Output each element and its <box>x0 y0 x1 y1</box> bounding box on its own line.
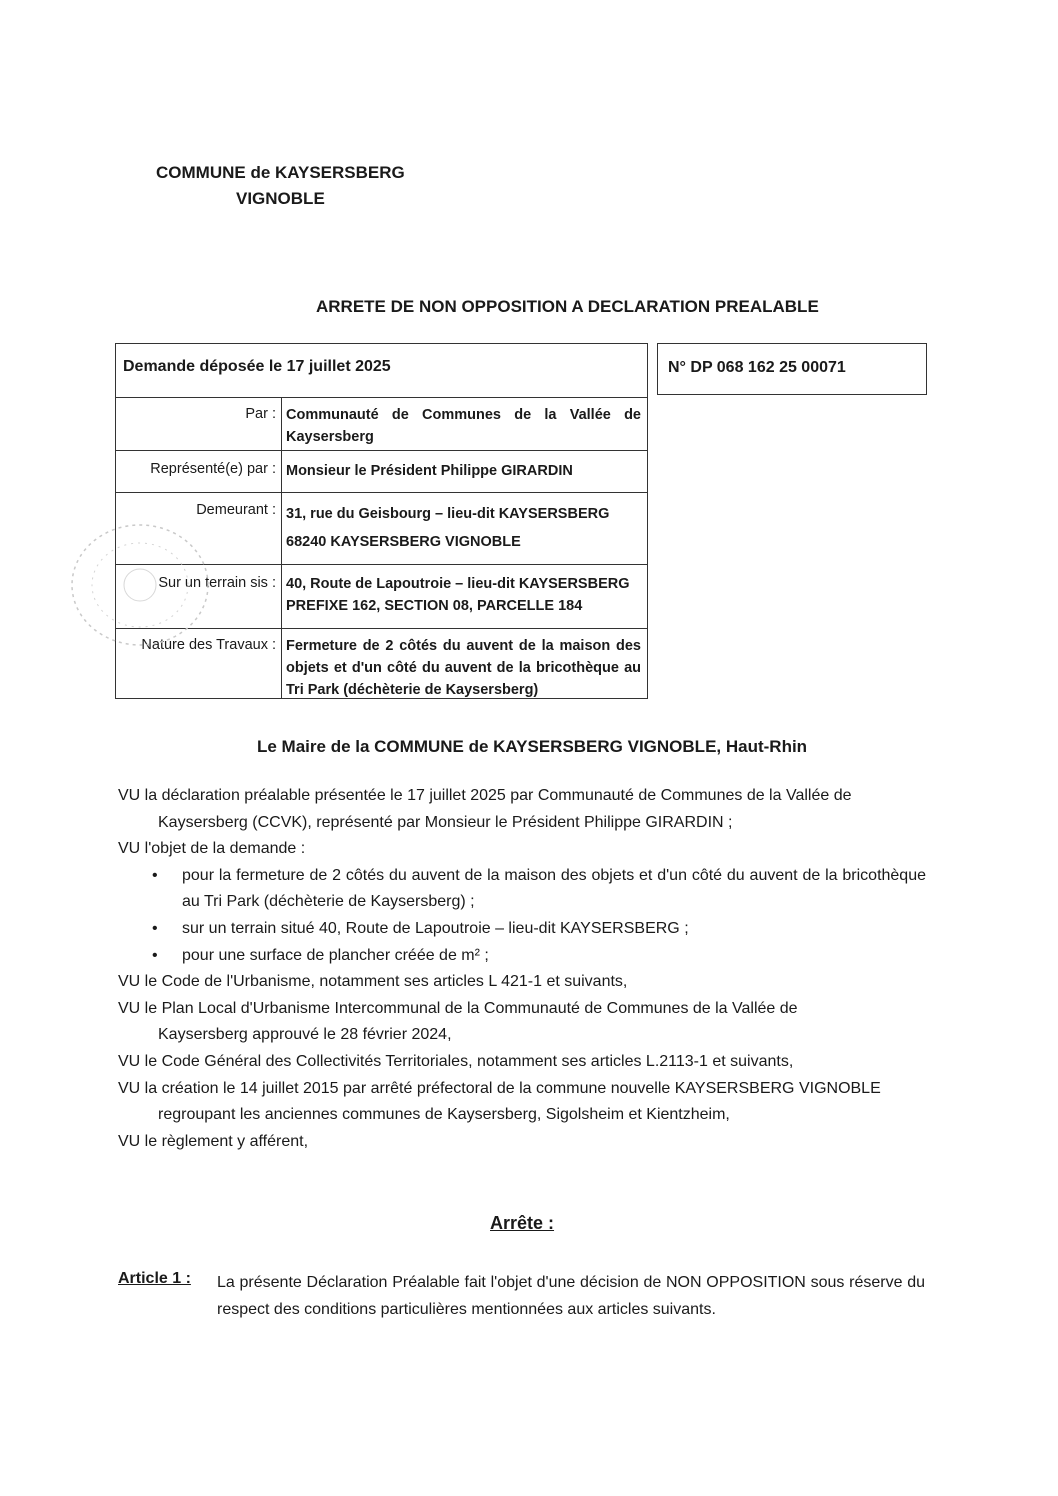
vu-plu-cont: Kaysersberg approuvé le 28 février 2024, <box>158 1026 452 1044</box>
article-1-label: Article 1 : <box>118 1270 191 1287</box>
row-value: Communauté de Communes de la Vallée de Kaysersberg <box>286 407 641 445</box>
row-label: Par : <box>245 406 276 422</box>
row-label: Sur un terrain sis : <box>158 575 276 591</box>
row-label: Représenté(e) par : <box>150 461 276 477</box>
row-value: Fermeture de 2 côtés du auvent de la maison des objets et d'un côté du auvent de la bricothèque au Tri Park (déchèterie de Kaysersberg) <box>286 638 641 698</box>
terrain-line-1: 40, Route de Lapoutroie – lieu-dit KAYSERSBERG <box>286 576 630 592</box>
mayor-heading: Le Maire de la COMMUNE de KAYSERSBERG VIGNOBLE, Haut-Rhin <box>257 737 808 756</box>
dp-number-box <box>657 343 927 395</box>
commune-line-2: VIGNOBLE <box>236 189 325 208</box>
vu-cgct: VU le Code Général des Collectivités Territoriales, notamment ses articles L.2113-1 et suivants, <box>118 1052 794 1070</box>
dp-number: N° DP 068 162 25 00071 <box>668 359 846 376</box>
arrete-heading: Arrête : <box>490 1213 555 1233</box>
list-item: • pour une surface de plancher créée de m² ; <box>182 943 926 970</box>
vu-plu: VU le Plan Local d'Urbanisme Intercommunal de la Communauté de Communes de la Vallée de <box>118 999 798 1017</box>
commune-line-1: COMMUNE de KAYSERSBERG <box>156 163 405 182</box>
row-par <box>116 397 647 451</box>
list-item: • sur un terrain situé 40, Route de Lapoutroie – lieu-dit KAYSERSBERG ; <box>182 916 926 943</box>
document-title: ARRETE DE NON OPPOSITION A DECLARATION PREALABLE <box>316 297 819 316</box>
vu-declaration: VU la déclaration préalable présentée le 17 juillet 2025 par Communauté de Communes de la Vallée de <box>118 787 852 804</box>
vu-creation-cont: regroupant les anciennes communes de Kaysersberg, Sigolsheim et Kientzheim, <box>158 1106 730 1124</box>
article-1-text: La présente Déclaration Préalable fait l'objet d'une décision de NON OPPOSITION sous réserve du respect des conditions particulières mentionnées aux articles suivants. <box>217 1274 925 1318</box>
address-line-2: 68240 KAYSERSBERG VIGNOBLE <box>286 534 521 550</box>
objet-list <box>118 863 926 969</box>
vu-creation: VU la création le 14 juillet 2015 par arrêté préfectoral de la commune nouvelle KAYSERSBERG VIGNOBLE <box>118 1079 881 1097</box>
official-seal-icon <box>55 510 225 660</box>
vu-code-urbanisme: VU le Code de l'Urbanisme, notamment ses articles L 421-1 et suivants, <box>118 973 628 991</box>
considerations <box>118 783 926 1155</box>
vu-reglement: VU le règlement y afférent, <box>118 1132 309 1150</box>
row-label: Demeurant : <box>196 502 276 518</box>
address-line-1: 31, rue du Geisbourg – lieu-dit KAYSERSBERG <box>286 506 610 522</box>
row-value <box>286 493 641 556</box>
vu-objet: VU l'objet de la demande : <box>118 840 306 858</box>
deposit-date: Demande déposée le 17 juillet 2025 <box>123 358 391 375</box>
row-value: Monsieur le Président Philippe GIRARDIN <box>286 463 573 479</box>
row-represente <box>116 450 647 493</box>
row-value <box>286 565 641 617</box>
terrain-line-2: PREFIXE 162, SECTION 08, PARCELLE 184 <box>286 598 583 614</box>
row-label: Nature des Travaux : <box>141 637 276 653</box>
vu-declaration-cont: Kaysersberg (CCVK), représenté par Monsieur le Président Philippe GIRARDIN ; <box>158 813 733 831</box>
commune-name <box>156 160 405 212</box>
list-item: • pour la fermeture de 2 côtés du auvent de la maison des objets et d'un côté du auvent de la bricothèque au Tri Park (déchèterie de Kaysersberg) ; <box>182 863 926 916</box>
